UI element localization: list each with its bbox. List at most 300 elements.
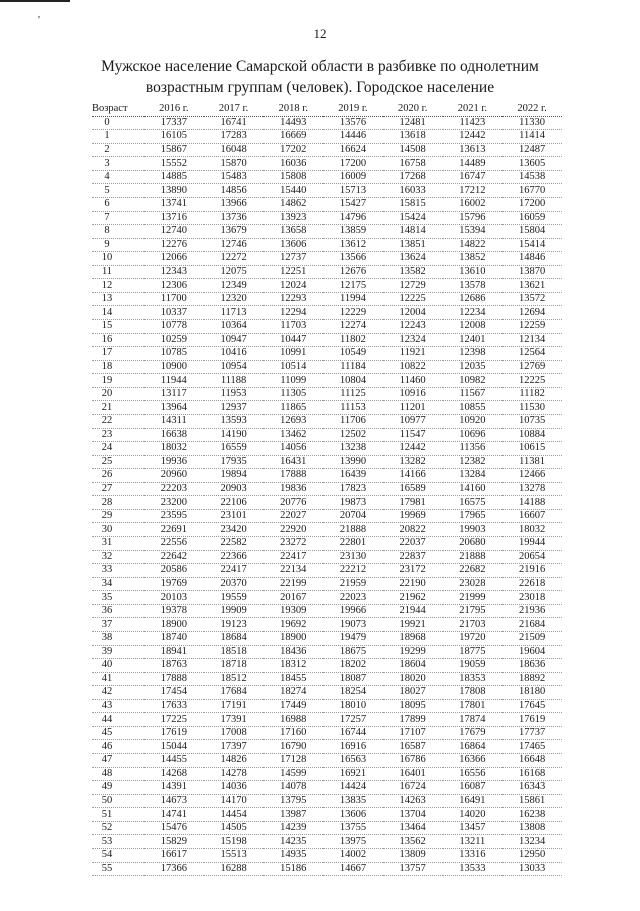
population-cell: 14391	[144, 781, 204, 795]
population-cell: 22212	[323, 564, 383, 578]
population-cell: 16724	[383, 781, 443, 795]
age-cell: 42	[92, 686, 144, 700]
table-row	[92, 157, 562, 171]
population-cell: 13890	[144, 184, 204, 198]
population-cell: 14311	[144, 414, 204, 428]
table-body	[92, 116, 562, 876]
population-cell: 19966	[323, 604, 383, 618]
population-cell: 18941	[144, 645, 204, 659]
population-cell: 10549	[323, 347, 383, 361]
population-cell: 20680	[443, 537, 503, 551]
population-cell: 16921	[323, 767, 383, 781]
population-cell: 17619	[502, 713, 562, 727]
population-cell: 18254	[323, 686, 383, 700]
population-cell: 12481	[383, 116, 443, 130]
population-cell: 22556	[144, 537, 204, 551]
population-cell: 12740	[144, 225, 204, 239]
age-cell: 6	[92, 197, 144, 211]
population-cell: 15427	[323, 197, 383, 211]
age-cell: 36	[92, 604, 144, 618]
population-cell: 19894	[204, 469, 264, 483]
population-cell: 12769	[502, 360, 562, 374]
population-cell: 14278	[204, 767, 264, 781]
population-cell: 14935	[263, 848, 323, 862]
population-cell: 13278	[502, 482, 562, 496]
population-cell: 17888	[144, 672, 204, 686]
population-cell: 16770	[502, 184, 562, 198]
population-cell: 11994	[323, 292, 383, 306]
population-cell: 10447	[263, 333, 323, 347]
population-cell: 16607	[502, 509, 562, 523]
population-cell: 10947	[204, 333, 264, 347]
population-cell: 16575	[443, 496, 503, 510]
population-cell: 10920	[443, 414, 503, 428]
age-cell: 44	[92, 713, 144, 727]
population-cell: 17645	[502, 699, 562, 713]
population-cell: 12442	[443, 130, 503, 144]
population-cell: 16589	[383, 482, 443, 496]
population-cell: 17454	[144, 686, 204, 700]
population-cell: 12349	[204, 279, 264, 293]
population-cell: 11099	[263, 374, 323, 388]
table-row	[92, 862, 562, 876]
population-cell: 15424	[383, 211, 443, 225]
population-cell: 10916	[383, 387, 443, 401]
table-row	[92, 455, 562, 469]
population-cell: 16366	[443, 754, 503, 768]
population-cell: 17160	[263, 726, 323, 740]
population-cell: 17465	[502, 740, 562, 754]
population-cell: 11153	[323, 401, 383, 415]
population-cell: 12272	[204, 252, 264, 266]
population-cell: 18095	[383, 699, 443, 713]
column-header-year: 2020 г.	[383, 103, 443, 116]
table-row	[92, 238, 562, 252]
population-cell: 13234	[502, 835, 562, 849]
population-cell: 12382	[443, 455, 503, 469]
population-cell: 18020	[383, 672, 443, 686]
population-cell: 17679	[443, 726, 503, 740]
table-row	[92, 835, 562, 849]
table-row	[92, 265, 562, 279]
population-cell: 13211	[443, 835, 503, 849]
population-cell: 12442	[383, 442, 443, 456]
population-cell: 13576	[323, 116, 383, 130]
population-cell: 20960	[144, 469, 204, 483]
population-cell: 12693	[263, 414, 323, 428]
column-header-age: Возраст	[92, 103, 144, 116]
table-row	[92, 577, 562, 591]
population-cell: 18518	[204, 645, 264, 659]
population-cell: 10954	[204, 360, 264, 374]
population-cell: 22642	[144, 550, 204, 564]
population-cell: 18763	[144, 659, 204, 673]
population-cell: 18202	[323, 659, 383, 673]
population-cell: 16617	[144, 848, 204, 862]
population-cell: 17128	[263, 754, 323, 768]
population-cell: 14170	[204, 794, 264, 808]
population-cell: 17965	[443, 509, 503, 523]
population-cell: 10364	[204, 320, 264, 334]
population-cell: 17257	[323, 713, 383, 727]
table-row	[92, 550, 562, 564]
title-line-2: возрастным группам (человек). Городское население	[145, 79, 495, 96]
population-cell: 12676	[323, 265, 383, 279]
population-cell: 13464	[383, 821, 443, 835]
population-cell: 13923	[263, 211, 323, 225]
population-cell: 11330	[502, 116, 562, 130]
population-cell: 14814	[383, 225, 443, 239]
population-cell: 18436	[263, 645, 323, 659]
population-cell: 21959	[323, 577, 383, 591]
population-cell: 13457	[443, 821, 503, 835]
population-cell: 13755	[323, 821, 383, 835]
population-cell: 11703	[263, 320, 323, 334]
population-cell: 15044	[144, 740, 204, 754]
population-cell: 11188	[204, 374, 264, 388]
population-cell: 13679	[204, 225, 264, 239]
population-cell: 17874	[443, 713, 503, 727]
population-cell: 21944	[383, 604, 443, 618]
table-row	[92, 320, 562, 334]
population-cell: 13238	[323, 442, 383, 456]
age-cell: 24	[92, 442, 144, 456]
population-cell: 16624	[323, 143, 383, 157]
population-cell: 12075	[204, 265, 264, 279]
population-cell: 12694	[502, 306, 562, 320]
population-cell: 15394	[443, 225, 503, 239]
population-cell: 12686	[443, 292, 503, 306]
table-row	[92, 699, 562, 713]
population-cell: 16002	[443, 197, 503, 211]
population-cell: 18274	[263, 686, 323, 700]
population-cell: 15198	[204, 835, 264, 849]
population-cell: 17808	[443, 686, 503, 700]
age-cell: 47	[92, 754, 144, 768]
population-cell: 16036	[263, 157, 323, 171]
table-row	[92, 414, 562, 428]
population-cell: 19479	[323, 631, 383, 645]
population-cell: 18684	[204, 631, 264, 645]
population-cell: 22417	[263, 550, 323, 564]
population-cell: 19559	[204, 591, 264, 605]
population-cell: 11201	[383, 401, 443, 415]
population-cell: 12502	[323, 428, 383, 442]
population-cell: 18032	[502, 523, 562, 537]
age-cell: 19	[92, 374, 144, 388]
age-cell: 27	[92, 482, 144, 496]
population-cell: 12737	[263, 252, 323, 266]
population-cell: 22582	[204, 537, 264, 551]
population-cell: 14667	[323, 862, 383, 876]
population-cell: 14505	[204, 821, 264, 835]
population-cell: 18740	[144, 631, 204, 645]
population-cell: 12243	[383, 320, 443, 334]
document-title	[60, 56, 580, 98]
population-cell: 11460	[383, 374, 443, 388]
age-cell: 43	[92, 699, 144, 713]
population-cell: 18718	[204, 659, 264, 673]
age-cell: 20	[92, 387, 144, 401]
population-cell: 19720	[443, 631, 503, 645]
population-cell: 12274	[323, 320, 383, 334]
population-cell: 21999	[443, 591, 503, 605]
population-cell: 13736	[204, 211, 264, 225]
population-cell: 10259	[144, 333, 204, 347]
population-cell: 17823	[323, 482, 383, 496]
population-cell: 20370	[204, 577, 264, 591]
population-cell: 17801	[443, 699, 503, 713]
population-cell: 19909	[204, 604, 264, 618]
table-row	[92, 116, 562, 130]
population-cell: 18604	[383, 659, 443, 673]
population-cell: 23420	[204, 523, 264, 537]
age-cell: 2	[92, 143, 144, 157]
age-cell: 5	[92, 184, 144, 198]
population-cell: 10982	[443, 374, 503, 388]
population-cell: 12294	[263, 306, 323, 320]
population-cell: 15713	[323, 184, 383, 198]
population-cell: 11953	[204, 387, 264, 401]
age-cell: 29	[92, 509, 144, 523]
population-cell: 17899	[383, 713, 443, 727]
column-header-year: 2017 г.	[204, 103, 264, 116]
age-cell: 17	[92, 347, 144, 361]
age-cell: 38	[92, 631, 144, 645]
population-cell: 17633	[144, 699, 204, 713]
population-cell: 14020	[443, 808, 503, 822]
population-cell: 12008	[443, 320, 503, 334]
population-cell: 19299	[383, 645, 443, 659]
population-cell: 22190	[383, 577, 443, 591]
population-cell: 21888	[443, 550, 503, 564]
table-row	[92, 645, 562, 659]
population-cell: 19936	[144, 455, 204, 469]
age-cell: 55	[92, 862, 144, 876]
population-cell: 12564	[502, 347, 562, 361]
population-cell: 19769	[144, 577, 204, 591]
table-row	[92, 333, 562, 347]
population-cell: 13757	[383, 862, 443, 876]
population-cell: 14885	[144, 170, 204, 184]
population-cell: 13117	[144, 387, 204, 401]
population-cell: 17397	[204, 740, 264, 754]
population-cell: 13975	[323, 835, 383, 849]
population-cell: 12487	[502, 143, 562, 157]
population-cell: 14056	[263, 442, 323, 456]
population-cell: 10778	[144, 320, 204, 334]
age-cell: 30	[92, 523, 144, 537]
table-row	[92, 252, 562, 266]
population-cell: 21795	[443, 604, 503, 618]
population-cell: 17283	[204, 130, 264, 144]
population-cell: 11567	[443, 387, 503, 401]
population-cell: 19969	[383, 509, 443, 523]
age-cell: 52	[92, 821, 144, 835]
population-cell: 13613	[443, 143, 503, 157]
table-row	[92, 143, 562, 157]
population-cell: 16758	[383, 157, 443, 171]
population-cell: 16559	[204, 442, 264, 456]
population-cell: 10735	[502, 414, 562, 428]
population-cell: 22920	[263, 523, 323, 537]
age-cell: 3	[92, 157, 144, 171]
age-cell: 10	[92, 252, 144, 266]
population-cell: 14862	[263, 197, 323, 211]
population-cell: 17008	[204, 726, 264, 740]
population-cell: 18027	[383, 686, 443, 700]
age-cell: 1	[92, 130, 144, 144]
population-cell: 12398	[443, 347, 503, 361]
population-cell: 11414	[502, 130, 562, 144]
population-cell: 18312	[263, 659, 323, 673]
population-cell: 14599	[263, 767, 323, 781]
population-cell: 19903	[443, 523, 503, 537]
population-cell: 14002	[323, 848, 383, 862]
population-cell: 14263	[383, 794, 443, 808]
population-cell: 22417	[204, 564, 264, 578]
table-row	[92, 184, 562, 198]
population-cell: 12729	[383, 279, 443, 293]
age-cell: 21	[92, 401, 144, 415]
table-row	[92, 360, 562, 374]
table-row	[92, 618, 562, 632]
population-cell: 12937	[204, 401, 264, 415]
population-cell: 13582	[383, 265, 443, 279]
population-cell: 20704	[323, 509, 383, 523]
population-cell: 18512	[204, 672, 264, 686]
population-cell: 19309	[263, 604, 323, 618]
population-cell: 23018	[502, 591, 562, 605]
table-row	[92, 523, 562, 537]
age-cell: 41	[92, 672, 144, 686]
table-row	[92, 496, 562, 510]
population-cell: 18968	[383, 631, 443, 645]
population-cell: 19873	[323, 496, 383, 510]
population-cell: 18087	[323, 672, 383, 686]
population-cell: 12324	[383, 333, 443, 347]
population-cell: 22618	[502, 577, 562, 591]
table-row	[92, 740, 562, 754]
age-cell: 37	[92, 618, 144, 632]
population-cell: 12343	[144, 265, 204, 279]
population-cell: 23172	[383, 564, 443, 578]
table-row	[92, 482, 562, 496]
population-cell: 17888	[263, 469, 323, 483]
population-cell: 17391	[204, 713, 264, 727]
population-cell: 16288	[204, 862, 264, 876]
population-cell: 13704	[383, 808, 443, 822]
table-row	[92, 347, 562, 361]
population-cell: 22027	[263, 509, 323, 523]
population-cell: 10855	[443, 401, 503, 415]
population-cell: 22203	[144, 482, 204, 496]
population-cell: 13835	[323, 794, 383, 808]
population-cell: 17107	[383, 726, 443, 740]
population-cell: 12401	[443, 333, 503, 347]
population-cell: 12320	[204, 292, 264, 306]
age-cell: 50	[92, 794, 144, 808]
population-cell: 15808	[263, 170, 323, 184]
table-row	[92, 686, 562, 700]
population-cell: 12466	[502, 469, 562, 483]
population-cell: 16669	[263, 130, 323, 144]
population-cell: 16431	[263, 455, 323, 469]
population-cell: 13852	[443, 252, 503, 266]
population-cell: 11802	[323, 333, 383, 347]
top-rule	[0, 0, 70, 2]
population-cell: 11706	[323, 414, 383, 428]
population-cell: 15483	[204, 170, 264, 184]
age-cell: 49	[92, 781, 144, 795]
population-cell: 14188	[502, 496, 562, 510]
population-cell: 15796	[443, 211, 503, 225]
population-cell: 13606	[323, 808, 383, 822]
population-cell: 12225	[383, 292, 443, 306]
population-cell: 20586	[144, 564, 204, 578]
table-row	[92, 564, 562, 578]
table-row	[92, 781, 562, 795]
population-cell: 11865	[263, 401, 323, 415]
population-cell: 22023	[323, 591, 383, 605]
population-cell: 10884	[502, 428, 562, 442]
population-cell: 13284	[443, 469, 503, 483]
population-cell: 23200	[144, 496, 204, 510]
population-cell: 18675	[323, 645, 383, 659]
column-header-year: 2021 г.	[443, 103, 503, 116]
table-row	[92, 591, 562, 605]
population-cell: 14239	[263, 821, 323, 835]
population-cell: 19059	[443, 659, 503, 673]
table-row	[92, 401, 562, 415]
column-header-year: 2016 г.	[144, 103, 204, 116]
population-cell: 13987	[263, 808, 323, 822]
population-cell: 13658	[263, 225, 323, 239]
population-cell: 14160	[443, 482, 503, 496]
population-cell: 15815	[383, 197, 443, 211]
population-cell: 13859	[323, 225, 383, 239]
population-cell: 22106	[204, 496, 264, 510]
population-cell: 23028	[443, 577, 503, 591]
table-row	[92, 292, 562, 306]
table-row	[92, 848, 562, 862]
table-row	[92, 428, 562, 442]
population-cell: 19378	[144, 604, 204, 618]
population-cell: 20822	[383, 523, 443, 537]
table-row	[92, 442, 562, 456]
population-cell: 18180	[502, 686, 562, 700]
population-cell: 14856	[204, 184, 264, 198]
population-cell: 22837	[383, 550, 443, 564]
population-cell: 14846	[502, 252, 562, 266]
population-cell: 12950	[502, 848, 562, 862]
population-cell: 17212	[443, 184, 503, 198]
population-cell: 17935	[204, 455, 264, 469]
population-cell: 15186	[263, 862, 323, 876]
age-cell: 51	[92, 808, 144, 822]
population-cell: 16556	[443, 767, 503, 781]
population-cell: 11921	[383, 347, 443, 361]
population-cell: 15513	[204, 848, 264, 862]
population-cell: 20903	[204, 482, 264, 496]
population-cell: 16786	[383, 754, 443, 768]
population-cell: 12004	[383, 306, 443, 320]
age-cell: 45	[92, 726, 144, 740]
population-cell: 15440	[263, 184, 323, 198]
population-cell: 14493	[263, 116, 323, 130]
population-cell: 16638	[144, 428, 204, 442]
population-cell: 12276	[144, 238, 204, 252]
